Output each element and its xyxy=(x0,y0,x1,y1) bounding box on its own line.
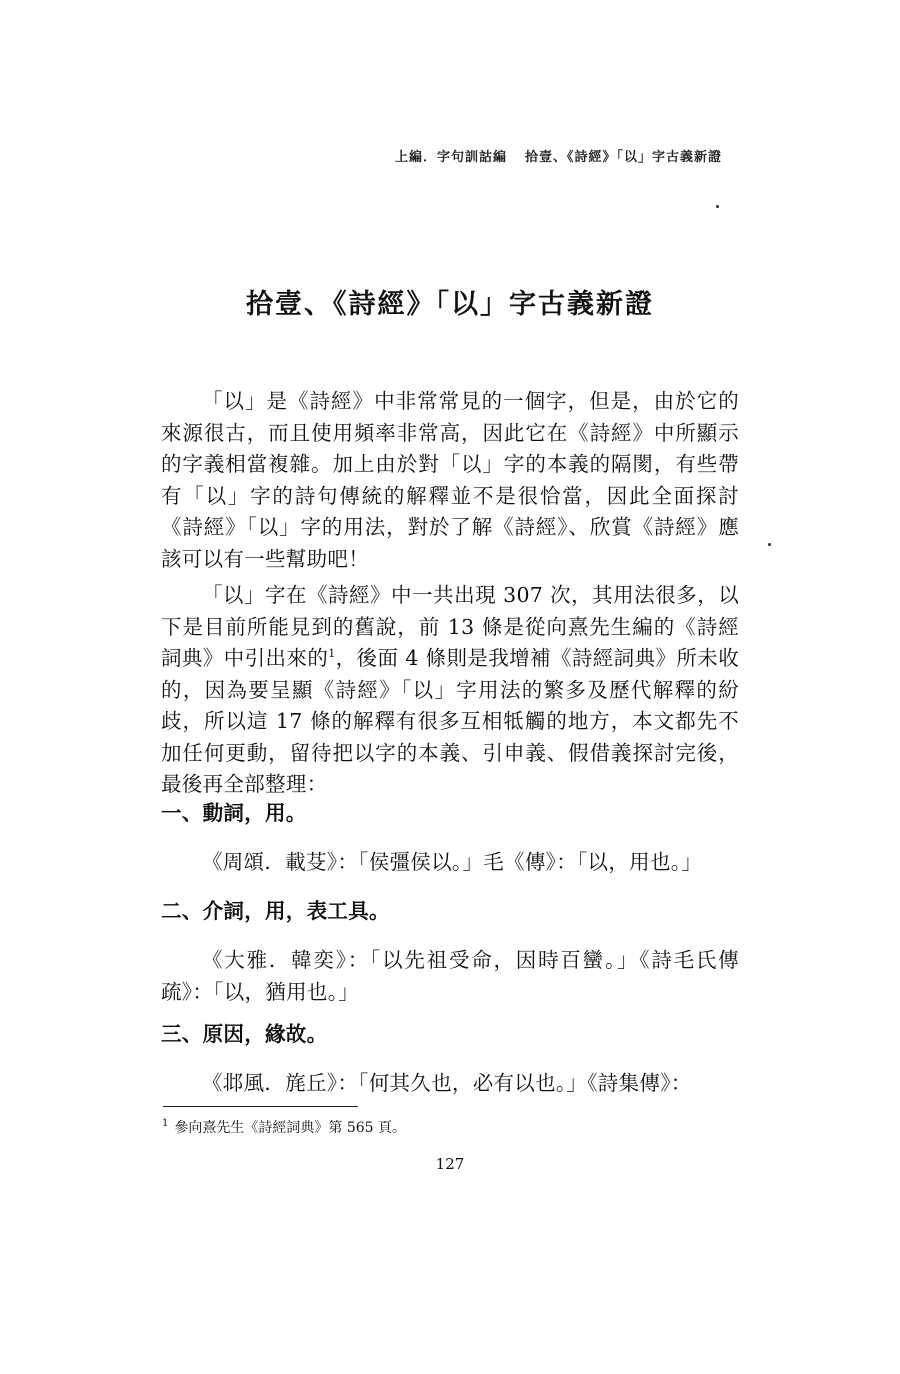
sources-paragraph xyxy=(161,580,739,801)
sense-heading: 一、動詞，用。 xyxy=(161,801,307,825)
paragraph-text-before-note: 「以」字在《詩經》中一共出現 307 次，其用法很多，以下是目前所能見到的舊說，前 13 條是從向熹先生編的《詩經詞典》中引出來的 xyxy=(161,583,739,670)
footnote-mark: 1 xyxy=(162,1118,169,1130)
chapter-title: 拾壹、《詩經》「以」字古義新證 xyxy=(246,289,654,320)
running-header-part: 上編．字句訓詁編 xyxy=(394,150,507,165)
paragraph-text xyxy=(161,580,739,801)
sense-heading: 三、原因，緣故。 xyxy=(161,1022,328,1046)
footnote-separator xyxy=(163,1106,358,1107)
sense-example-3 xyxy=(161,1068,739,1100)
scan-speck xyxy=(716,205,719,208)
running-header-chapter: 拾壹、《詩經》「以」字古義新證 xyxy=(524,150,722,165)
sense-example-2 xyxy=(161,945,739,1008)
footnote-reference[interactable]: 1 xyxy=(328,647,336,661)
sense-heading: 二、介詞，用，表工具。 xyxy=(161,899,390,923)
intro-paragraph xyxy=(161,386,739,575)
sense-heading-1 xyxy=(161,798,739,830)
running-header xyxy=(395,146,722,165)
sense-example: 《大雅．韓奕》：「以先祖受命，因時百蠻。」《詩毛氏傳疏》：「以，猶用也。」 xyxy=(161,948,739,1004)
footnote xyxy=(162,1117,406,1137)
sense-example: 《周頌．載芟》：「侯彊侯以。」毛《傳》：「以，用也。」 xyxy=(202,850,703,874)
sense-heading-2 xyxy=(161,896,739,928)
page-number: 127 xyxy=(435,1155,465,1173)
sense-example: 《邶風．旄丘》：「何其久也，必有以也。」《詩集傳》： xyxy=(202,1071,692,1095)
sense-heading-3 xyxy=(161,1019,739,1051)
sense-example-1 xyxy=(161,847,739,879)
footnote-text: 參向熹先生《詩經詞典》第 565 頁。 xyxy=(174,1120,406,1136)
scan-speck xyxy=(768,543,771,546)
paragraph-text: 「以」是《詩經》中非常常見的一個字，但是，由於它的來源很古，而且使用頻率非常高，因此它在《詩經》中所顯示的字義相當複雜。加上由於對「以」字的本義的隔閡，有些帶有「以」字的詩句傳統的解釋並不是很恰當，因此全面探討《詩經》「以」字的用法，對於了解《詩經》、欣賞《詩經》應該可以有一些幫助吧！ xyxy=(161,389,739,571)
paragraph-text-after-note: ，後面 4 條則是我增補《詩經詞典》所未收的，因為要呈顯《詩經》「以」字用法的繁多及歷代解釋的紛歧，所以這 17 條的解釋有很多互相牴觸的地方，本文都先不加任何更動，留待把以字的本義、引申義、假借義探討完後，最後再全部整理： xyxy=(161,646,739,796)
